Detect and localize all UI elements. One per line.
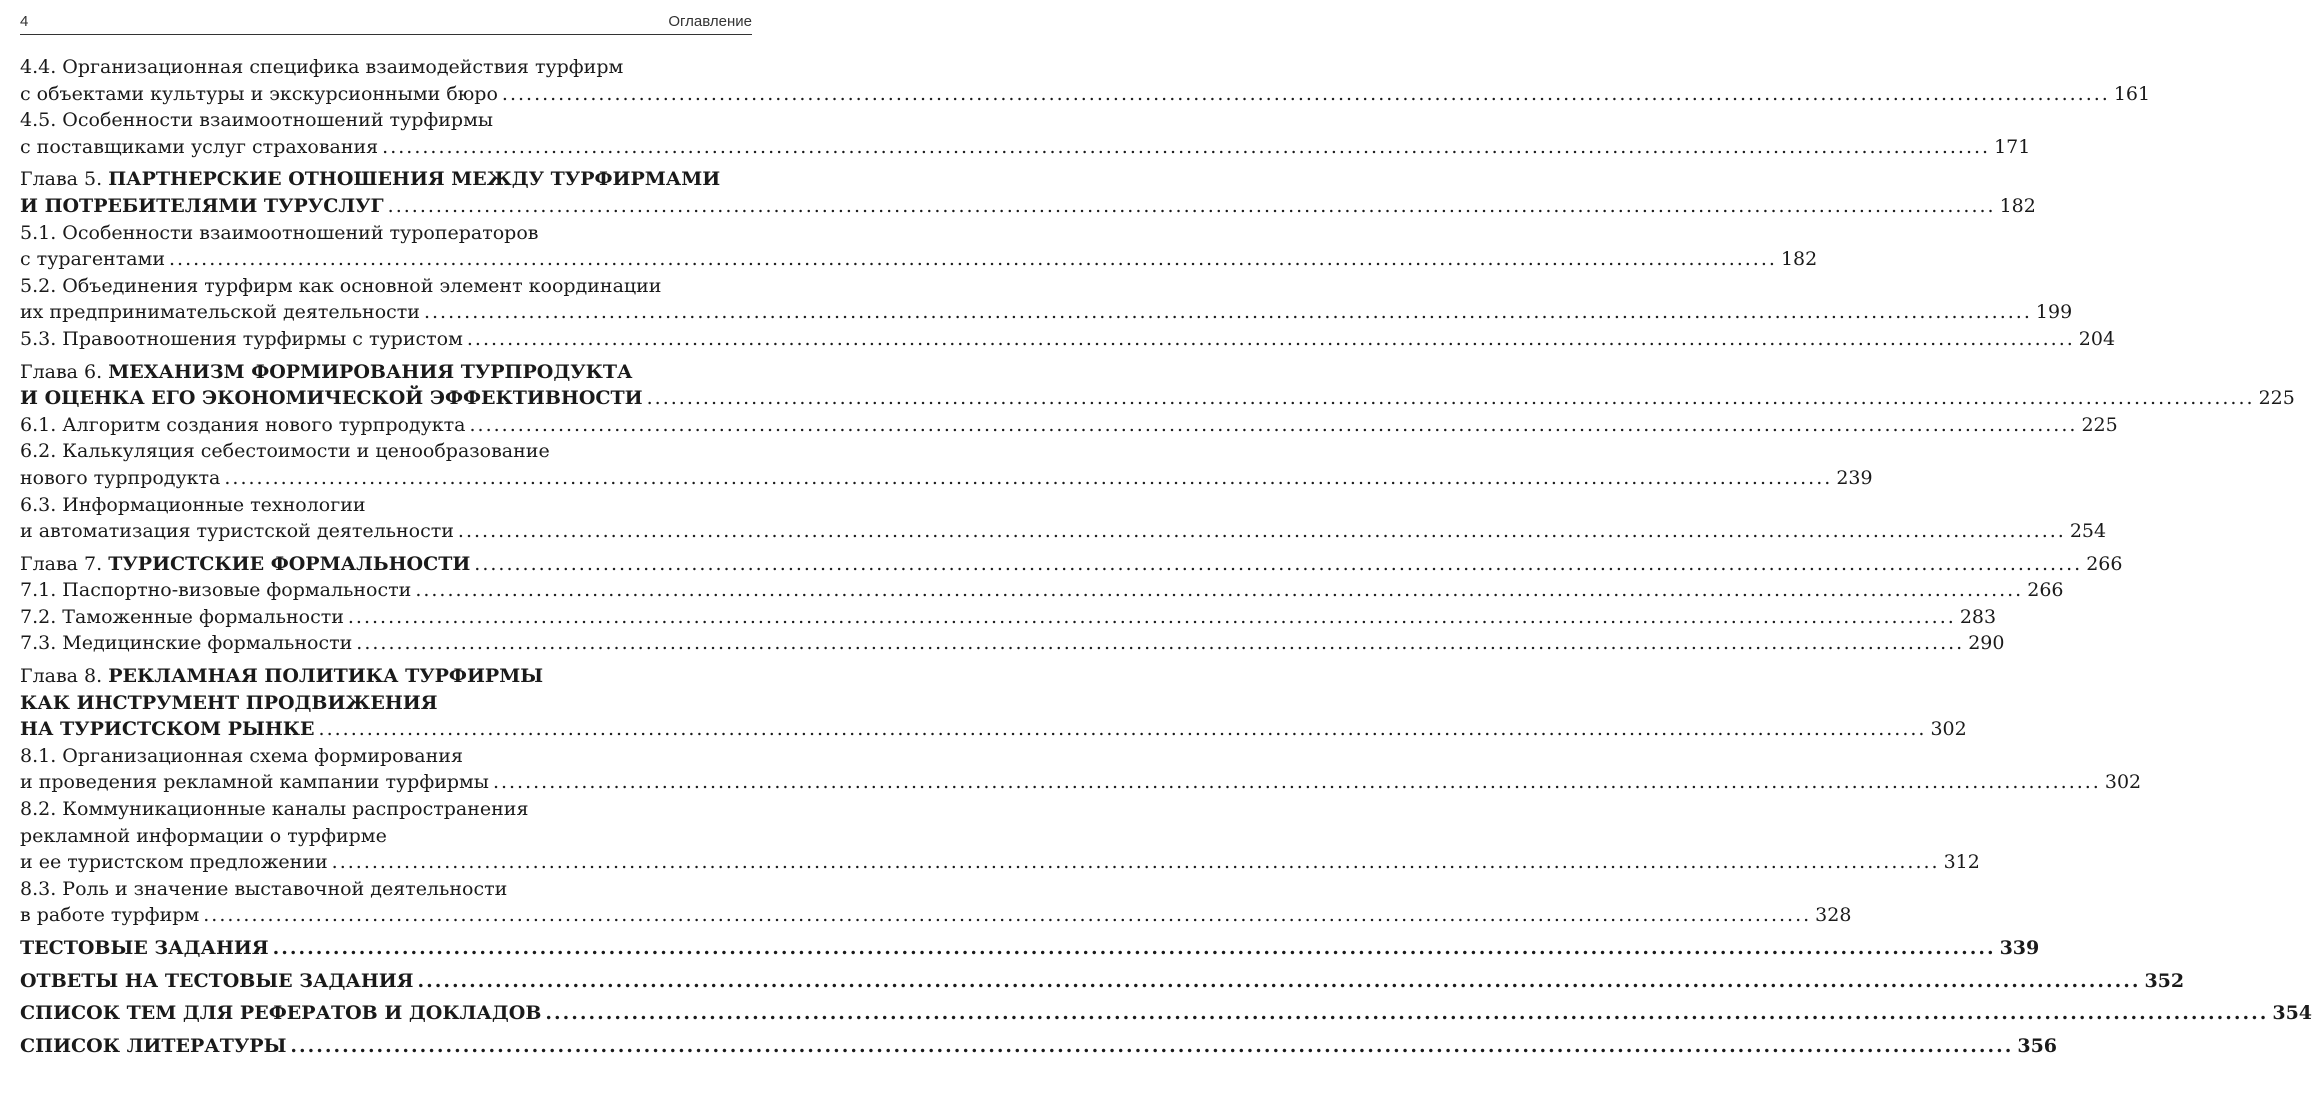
toc-entry-title: с поставщиками услуг страхования	[20, 135, 379, 158]
toc-entry-title: с турагентами	[20, 248, 166, 271]
toc-entry-title: Глава 5. ПАРТНЕРСКИЕ ОТНОШЕНИЯ МЕЖДУ ТУРФИРМАМИ	[20, 168, 721, 191]
chapter-prefix: Глава 7.	[20, 552, 109, 575]
toc-page-number: 328	[1815, 904, 1852, 927]
toc-page-number: 225	[2081, 413, 2118, 436]
toc-line	[20, 577, 2064, 604]
toc-line	[20, 604, 1997, 631]
toc-page-number: 356	[2017, 1034, 2058, 1057]
dot-leader: ........................................................................................................................................................................................................	[474, 552, 2083, 575]
dot-leader: ........................................................................................................................................................................................................	[501, 82, 2110, 105]
toc-line	[20, 465, 1873, 492]
toc-page-number: 239	[1836, 466, 1873, 489]
toc-entry-title: 7.1. Паспортно-визовые формальности	[20, 579, 412, 602]
toc-line	[20, 273, 752, 300]
dot-leader: ........................................................................................................................................................................................................	[545, 1002, 2269, 1025]
dot-leader: ........................................................................................................................................................................................................	[224, 466, 1833, 489]
toc-entry-title: 6.2. Калькуляция себестоимости и ценообразование	[20, 440, 550, 463]
toc-entry-title: И ОЦЕНКА ЕГО ЭКОНОМИЧЕСКОЙ ЭФФЕКТИВНОСТИ	[20, 387, 643, 410]
toc-page-number: 254	[2069, 520, 2107, 543]
toc-chapter	[20, 359, 2295, 412]
toc-page-number: 302	[1930, 718, 1967, 741]
toc-line	[20, 166, 752, 193]
dot-leader: ........................................................................................................................................................................................................	[457, 520, 2066, 543]
toc-line	[20, 326, 2116, 353]
toc-entry-title: Глава 8. РЕКЛАМНАЯ ПОЛИТИКА ТУРФИРМЫ	[20, 665, 544, 688]
toc-line	[20, 134, 2031, 161]
toc-entry-title: Глава 7. ТУРИСТСКИЕ ФОРМАЛЬНОСТИ	[20, 552, 471, 575]
toc-line	[20, 551, 2123, 578]
toc-line	[20, 359, 752, 386]
toc-page-number: 354	[2272, 1002, 2312, 1025]
toc-chapter	[20, 166, 2036, 219]
toc-line	[20, 299, 2073, 326]
toc-entry-title: и проведения рекламной кампании турфирмы	[20, 771, 489, 794]
toc-line	[20, 876, 752, 903]
toc-line	[20, 518, 2107, 545]
dot-leader: ........................................................................................................................................................................................................	[492, 771, 2101, 794]
toc-subsection	[20, 492, 2107, 545]
toc-entry-title: И ПОТРЕБИТЕЛЯМИ ТУРУСЛУГ	[20, 194, 384, 217]
toc-page-number: 161	[2113, 82, 2151, 105]
toc-subsection	[20, 326, 2116, 353]
toc-section	[20, 968, 2185, 995]
toc-entry-title: Глава 6. МЕХАНИЗМ ФОРМИРОВАНИЯ ТУРПРОДУКТА	[20, 360, 633, 383]
chapter-prefix: Глава 5.	[20, 168, 109, 191]
toc-line	[20, 796, 752, 823]
toc-line	[20, 412, 2118, 439]
toc-entry-title: 7.2. Таможенные формальности	[20, 605, 344, 628]
dot-leader: ........................................................................................................................................................................................................	[290, 1034, 2014, 1057]
toc-subsection	[20, 743, 2142, 796]
dot-leader: ........................................................................................................................................................................................................	[423, 301, 2032, 324]
chapter-prefix: Глава 6.	[20, 360, 109, 383]
dot-leader: ........................................................................................................................................................................................................	[347, 605, 1956, 628]
toc-entry-title: и автоматизация туристской деятельности	[20, 520, 454, 543]
toc-page-number: 182	[1999, 194, 2036, 217]
toc-subsection	[20, 577, 2064, 604]
chapter-prefix: Глава 8.	[20, 665, 109, 688]
toc-subsection	[20, 54, 2151, 107]
toc-subsection	[20, 604, 1997, 631]
toc-page-number: 283	[1959, 605, 1997, 628]
toc-line	[20, 743, 752, 770]
table-of-contents	[20, 54, 2312, 1059]
toc-line	[20, 1033, 2058, 1060]
toc-entry-title: СПИСОК ТЕМ ДЛЯ РЕФЕРАТОВ И ДОКЛАДОВ	[20, 1002, 542, 1025]
toc-entry-title: 4.5. Особенности взаимоотношений турфирмы	[20, 109, 493, 132]
dot-leader: ........................................................................................................................................................................................................	[417, 969, 2141, 992]
toc-page-number: 302	[2104, 771, 2142, 794]
toc-entry-title: рекламной информации о турфирме	[20, 824, 387, 847]
toc-page-number: 266	[2027, 579, 2064, 602]
toc-line	[20, 935, 2040, 962]
dot-leader: ........................................................................................................................................................................................................	[356, 632, 1965, 655]
dot-leader: ........................................................................................................................................................................................................	[469, 413, 2078, 436]
toc-line	[20, 630, 2005, 657]
toc-entry-title: 5.1. Особенности взаимоотношений туроператоров	[20, 221, 539, 244]
toc-chapter	[20, 551, 2123, 578]
toc-entry-title: НА ТУРИСТСКОМ РЫНКЕ	[20, 718, 315, 741]
toc-line	[20, 849, 1980, 876]
dot-leader: ........................................................................................................................................................................................................	[318, 718, 1927, 741]
toc-page-number: 204	[2078, 327, 2116, 350]
toc-section	[20, 935, 2040, 962]
toc-entry-title: ТЕСТОВЫЕ ЗАДАНИЯ	[20, 937, 269, 959]
toc-line	[20, 246, 1818, 273]
toc-subsection	[20, 438, 1873, 491]
toc-line	[20, 193, 2036, 220]
toc-entry-title: нового турпродукта	[20, 466, 221, 489]
toc-line	[20, 769, 2142, 796]
toc-line	[20, 902, 1852, 929]
dot-leader: ........................................................................................................................................................................................................	[382, 135, 1991, 158]
toc-entry-title: с объектами культуры и экскурсионными бюро	[20, 82, 498, 105]
toc-entry-title: КАК ИНСТРУМЕНТ ПРОДВИЖЕНИЯ	[20, 691, 438, 714]
toc-subsection	[20, 220, 1818, 273]
toc-line	[20, 220, 752, 247]
toc-line	[20, 663, 752, 690]
toc-line	[20, 107, 752, 134]
toc-line	[20, 54, 752, 81]
toc-line	[20, 492, 752, 519]
toc-line	[20, 716, 1967, 743]
toc-entry-title: 5.3. Правоотношения турфирмы с туристом	[20, 327, 463, 350]
dot-leader: ........................................................................................................................................................................................................	[646, 387, 2255, 410]
toc-entry-title: 8.3. Роль и значение выставочной деятельности	[20, 877, 508, 900]
toc-page-number: 339	[1999, 937, 2040, 959]
toc-line	[20, 81, 2151, 108]
toc-line	[20, 385, 2295, 412]
toc-entry-title: в работе турфирм	[20, 904, 200, 927]
toc-subsection	[20, 630, 2005, 657]
toc-entry-title: 6.3. Информационные технологии	[20, 493, 366, 516]
page-number: 4	[20, 12, 29, 30]
dot-leader: ........................................................................................................................................................................................................	[331, 851, 1940, 874]
toc-entry-title: 6.1. Алгоритм создания нового турпродукта	[20, 413, 466, 436]
toc-page-number: 199	[2035, 301, 2073, 324]
toc-line	[20, 690, 752, 717]
toc-entry-title: и ее туристском предложении	[20, 851, 328, 874]
toc-line	[20, 823, 752, 850]
toc-subsection	[20, 796, 1980, 876]
dot-leader: ........................................................................................................................................................................................................	[387, 194, 1996, 217]
toc-subsection	[20, 107, 2031, 160]
toc-line	[20, 968, 2185, 995]
running-header	[20, 8, 752, 35]
toc-entry-title: СПИСОК ЛИТЕРАТУРЫ	[20, 1034, 287, 1057]
toc-page-number: 171	[1994, 135, 2031, 158]
toc-page-number: 225	[2258, 387, 2295, 410]
toc-subsection	[20, 412, 2118, 439]
toc-entry-title: их предпринимательской деятельности	[20, 301, 420, 324]
dot-leader: ........................................................................................................................................................................................................	[272, 937, 1996, 959]
toc-line	[20, 438, 752, 465]
toc-page-number: 290	[1968, 632, 2005, 655]
toc-entry-title: ОТВЕТЫ НА ТЕСТОВЫЕ ЗАДАНИЯ	[20, 969, 414, 992]
toc-section	[20, 1033, 2058, 1060]
dot-leader: ........................................................................................................................................................................................................	[203, 904, 1812, 927]
dot-leader: ........................................................................................................................................................................................................	[466, 327, 2075, 350]
section-title: Оглавление	[668, 12, 752, 30]
toc-subsection	[20, 876, 1852, 929]
toc-page-number: 266	[2086, 552, 2123, 575]
toc-page-number: 352	[2144, 969, 2185, 992]
toc-page-number: 182	[1780, 248, 1818, 271]
toc-entry-title: 8.1. Организационная схема формирования	[20, 744, 463, 767]
dot-leader: ........................................................................................................................................................................................................	[169, 248, 1777, 271]
dot-leader: ........................................................................................................................................................................................................	[415, 579, 2024, 602]
toc-entry-title: 5.2. Объединения турфирм как основной элемент координации	[20, 274, 662, 297]
toc-subsection	[20, 273, 2073, 326]
toc-line	[20, 1000, 2312, 1027]
toc-section	[20, 1000, 2312, 1027]
toc-chapter	[20, 663, 1967, 743]
toc-entry-title: 7.3. Медицинские формальности	[20, 632, 353, 655]
toc-entry-title: 4.4. Организационная специфика взаимодействия турфирм	[20, 56, 624, 78]
toc-page-number: 312	[1943, 851, 1980, 874]
toc-entry-title: 8.2. Коммуникационные каналы распространения	[20, 798, 529, 821]
